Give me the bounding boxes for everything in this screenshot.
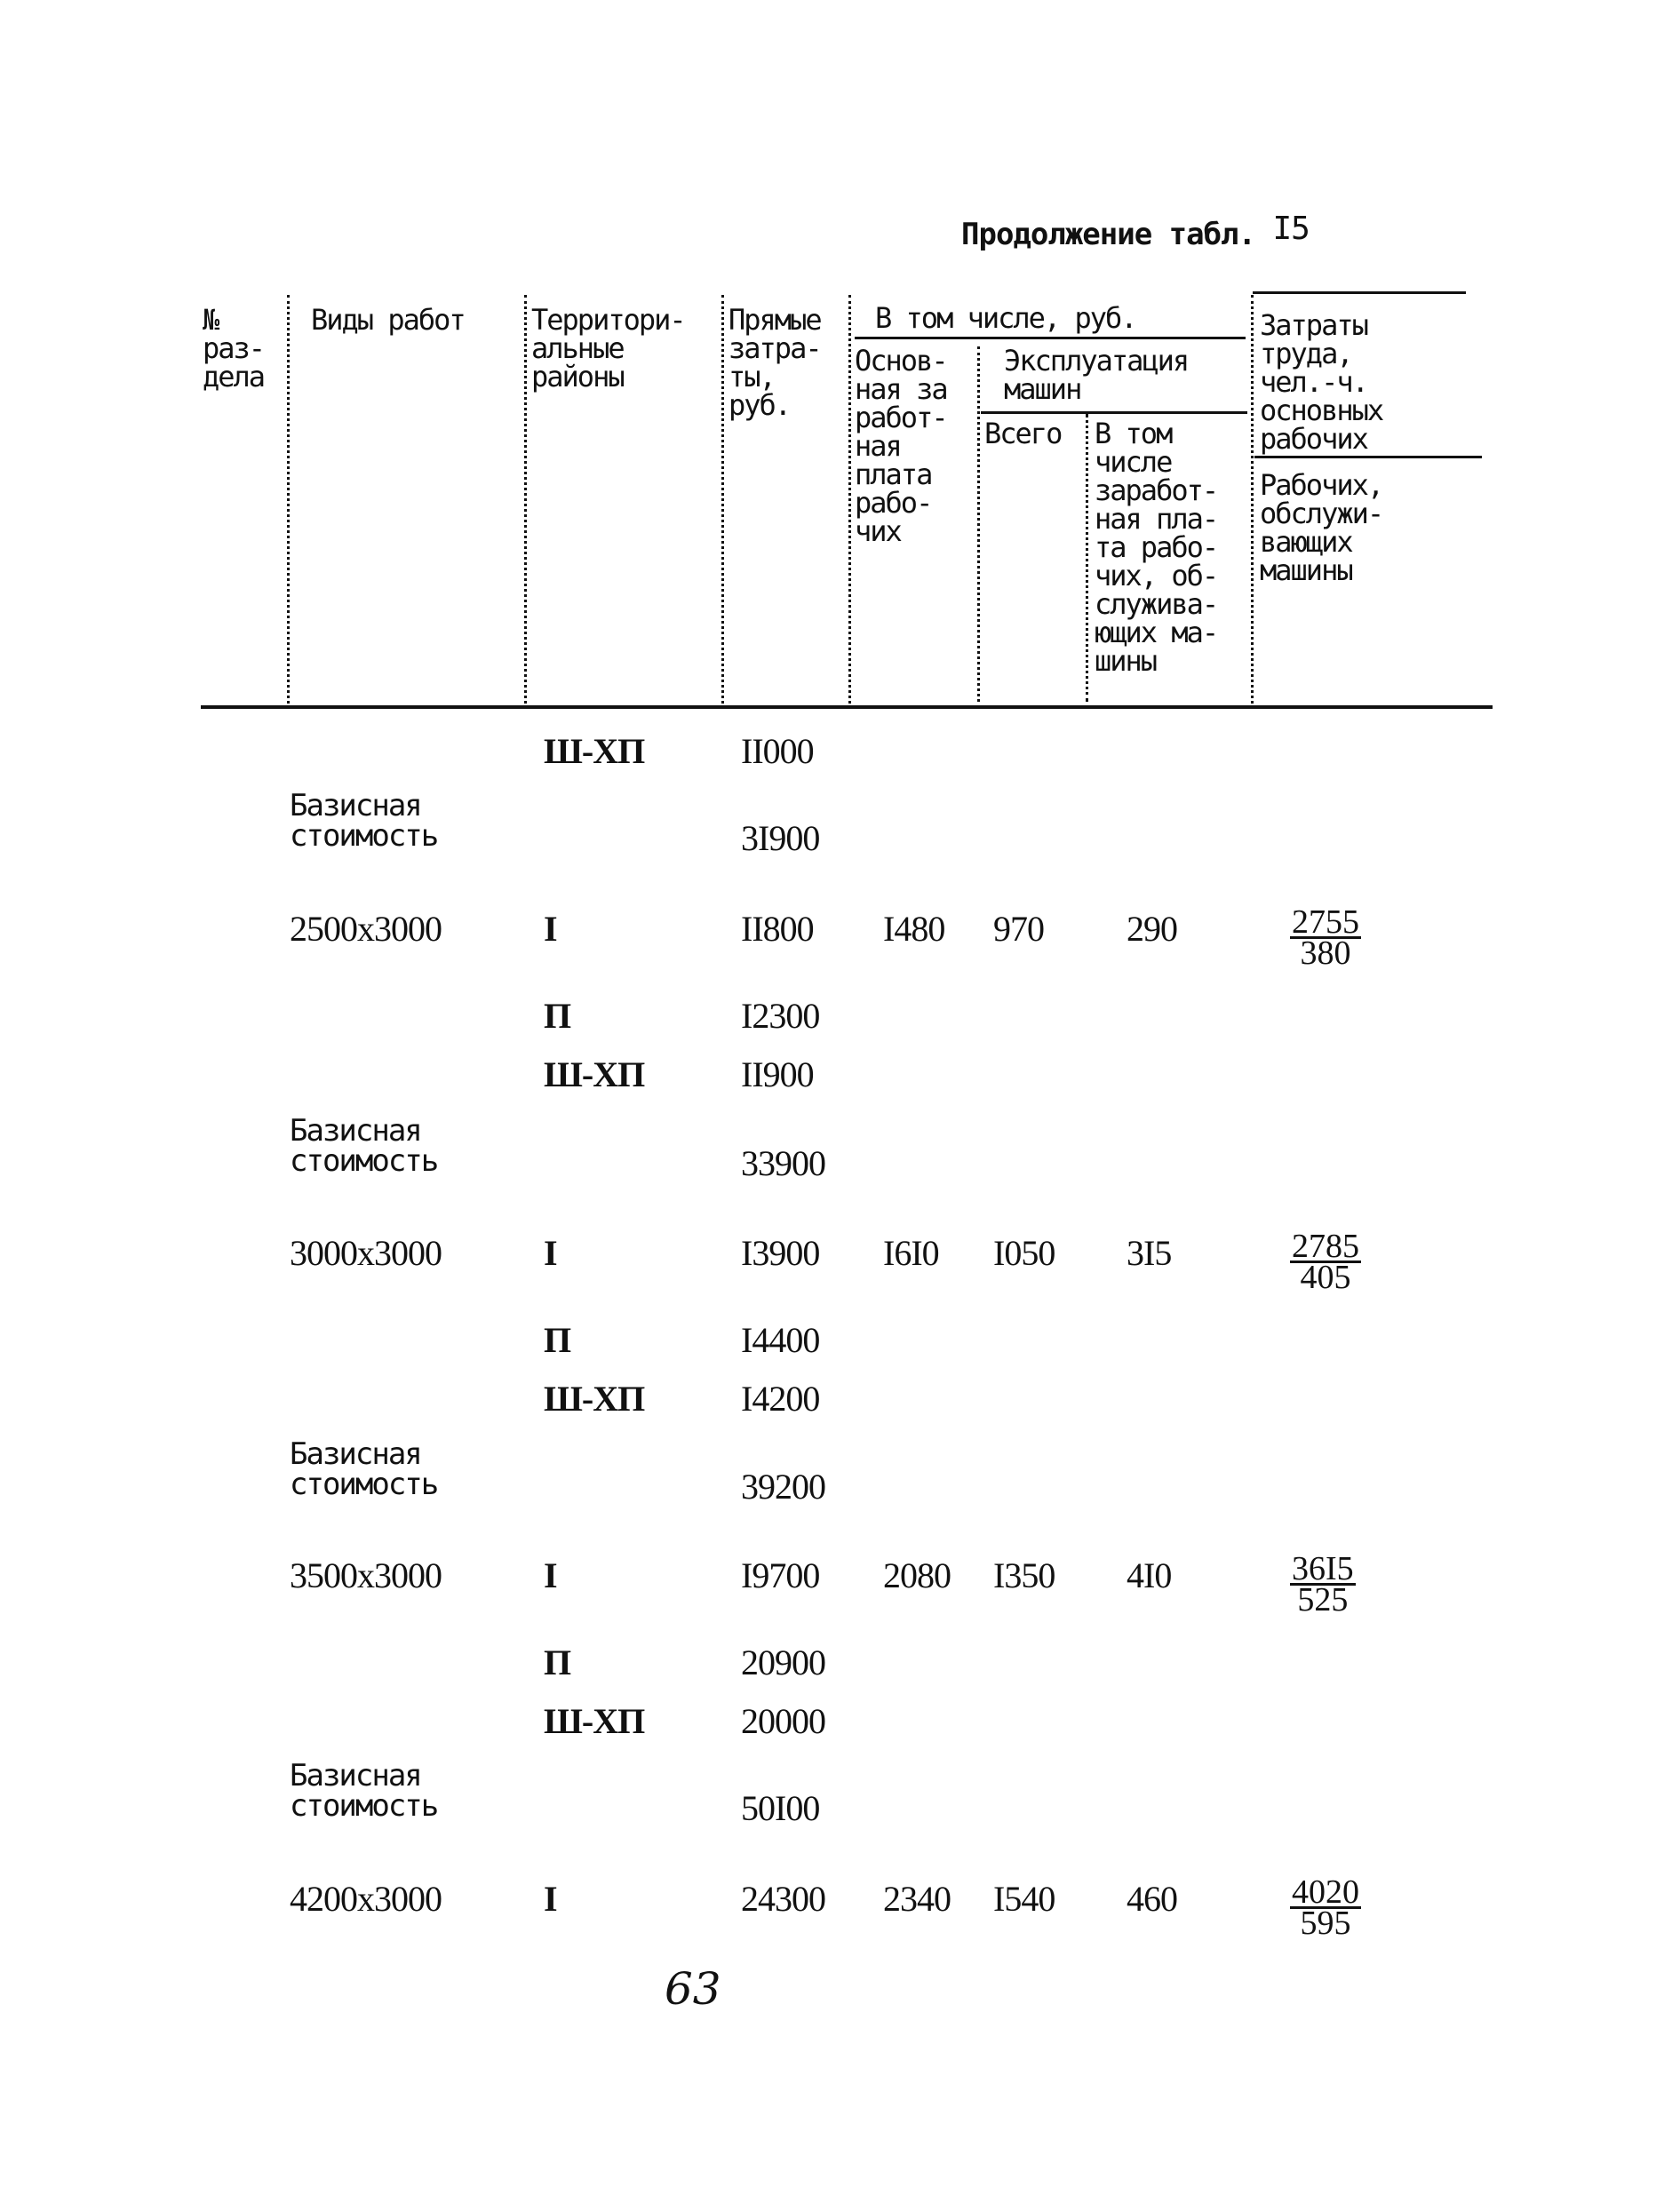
col-separator-7: [1251, 295, 1254, 704]
cell-direct: II000: [741, 731, 814, 771]
header-base-wage: Основ- ная за работ- ная плата рабо- чих: [855, 344, 947, 548]
header-direct-costs: Прямые затра- ты, руб.: [729, 303, 821, 422]
cell-region: Ш-ХП: [544, 1379, 645, 1419]
col-separator-2: [524, 295, 527, 704]
cell-work: Базисная стоимость: [290, 788, 438, 854]
cell-work: Базисная стоимость: [290, 1436, 438, 1502]
labor-machine-value: 525: [1297, 1581, 1349, 1618]
col-separator-4: [848, 295, 851, 704]
cell-direct: 20000: [741, 1701, 825, 1741]
caption-number: I5: [1272, 211, 1310, 247]
labor-main-value: 2785: [1292, 1228, 1359, 1265]
cell-direct: II800: [741, 909, 814, 949]
cell-total: 970: [993, 909, 1044, 949]
cell-work: 2500x3000: [290, 909, 442, 949]
labor-machine-value: 405: [1300, 1259, 1351, 1296]
cell-work: 3000x3000: [290, 1233, 442, 1273]
cell-direct: II900: [741, 1054, 814, 1094]
labor-fraction: [1290, 1550, 1356, 1618]
cell-wage: I6I0: [883, 1233, 939, 1273]
cell-mwage: 460: [1127, 1879, 1177, 1919]
col-separator-3: [721, 295, 724, 704]
cell-direct: 3I900: [741, 818, 820, 858]
col-separator-6: [1086, 414, 1088, 702]
cell-direct: 39200: [741, 1467, 825, 1507]
labor-main-value: 4020: [1292, 1873, 1359, 1911]
labor-main-value: 36I5: [1292, 1550, 1354, 1587]
cell-wage: 2080: [883, 1555, 951, 1595]
header-work-type: Виды работ: [311, 303, 465, 337]
cell-direct: I9700: [741, 1555, 820, 1595]
caption-text: Продолжение табл.: [961, 217, 1255, 252]
header-regions: Территори- альные районы: [531, 303, 685, 394]
header-machines-total: Всего: [984, 417, 1062, 450]
cell-direct: I3900: [741, 1233, 820, 1273]
header-labor-main: Затраты труда, чел.-ч. основных рабочих: [1260, 308, 1383, 456]
page-number: 63: [665, 1963, 721, 2015]
cell-total: I050: [993, 1233, 1055, 1273]
cell-mwage: 4I0: [1127, 1555, 1172, 1595]
labor-fraction: [1290, 903, 1361, 972]
labor-fraction: [1290, 1873, 1361, 1942]
cell-wage: 2340: [883, 1879, 951, 1919]
cell-region: I: [544, 1233, 557, 1273]
cell-direct: I4400: [741, 1320, 820, 1360]
cell-region: I: [544, 1555, 557, 1595]
cell-work: Базисная стоимость: [290, 1758, 438, 1824]
cell-region: Ш-ХП: [544, 1701, 645, 1741]
cell-mwage: 3I5: [1127, 1233, 1172, 1273]
cell-region: I: [544, 909, 557, 949]
cell-direct: 33900: [741, 1143, 825, 1183]
header-section-no: № раз- дела: [203, 303, 265, 394]
cell-work: 4200x3000: [290, 1879, 442, 1919]
header-top-rule: [1253, 291, 1466, 294]
cell-region: П: [544, 1642, 571, 1682]
cell-direct: 20900: [741, 1642, 825, 1682]
cell-region: П: [544, 1320, 571, 1360]
table-caption: [961, 211, 1310, 252]
header-bottom-rule: [201, 705, 1493, 709]
labor-main-value: 2755: [1292, 903, 1359, 941]
cell-mwage: 290: [1127, 909, 1177, 949]
cell-direct: 50I00: [741, 1788, 820, 1828]
group-rule: [855, 337, 1246, 339]
cell-wage: I480: [883, 909, 945, 949]
header-labor-machine: Рабочих, обслужи- вающих машины: [1260, 468, 1383, 587]
cell-region: Ш-ХП: [544, 731, 645, 771]
cell-region: Ш-ХП: [544, 1054, 645, 1094]
cell-total: I350: [993, 1555, 1055, 1595]
cell-direct: 24300: [741, 1879, 825, 1919]
header-including: В том числе, руб.: [875, 301, 1136, 335]
cell-work: Базисная стоимость: [290, 1113, 438, 1179]
labor-machine-value: 380: [1300, 934, 1351, 972]
col-separator-1: [287, 295, 290, 704]
header-machine-wage: В том числе заработ- ная пла- та рабо- чих, об- служива- ющих ма- шины: [1095, 417, 1218, 678]
cell-total: I540: [993, 1879, 1055, 1919]
cell-region: П: [544, 996, 571, 1036]
cell-direct: I2300: [741, 996, 820, 1036]
header-machines: Эксплуатация машин: [1004, 344, 1189, 406]
labor-fraction: [1290, 1228, 1361, 1296]
col-separator-5: [977, 346, 980, 702]
cell-region: I: [544, 1879, 557, 1919]
labor-split-rule: [1254, 456, 1482, 458]
machines-rule: [981, 411, 1247, 414]
cell-work: 3500x3000: [290, 1555, 442, 1595]
cell-direct: I4200: [741, 1379, 820, 1419]
labor-machine-value: 595: [1300, 1905, 1351, 1942]
